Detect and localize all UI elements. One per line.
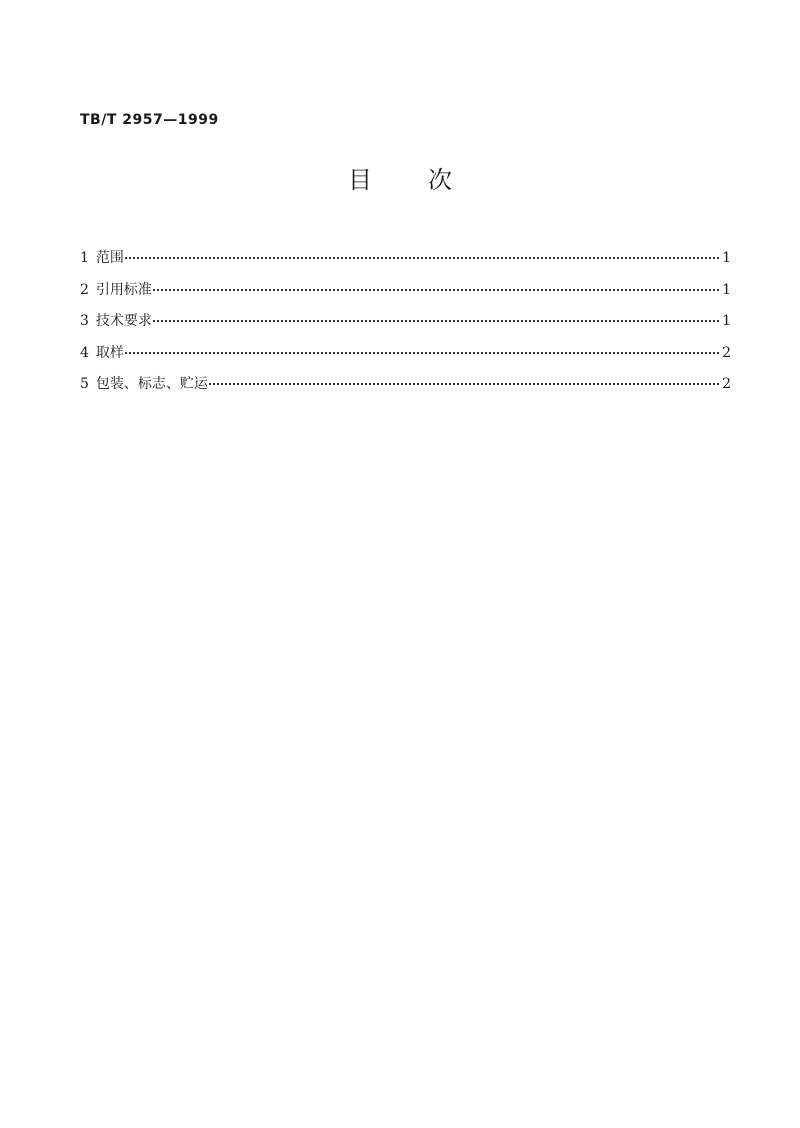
- toc-item-label: 范围: [95, 250, 124, 266]
- toc-item-number: 2: [80, 281, 89, 298]
- standard-code: TB/T 2957—1999: [80, 112, 219, 128]
- title-char-2: 次: [428, 166, 452, 194]
- toc-item-label: 引用标准: [95, 281, 152, 298]
- toc-item-page: 1: [722, 281, 731, 298]
- toc-item-technical-requirements[interactable]: [80, 311, 731, 343]
- page-title: [0, 160, 800, 195]
- dot-leader: [153, 319, 719, 322]
- toc-item-page: 1: [722, 313, 731, 329]
- toc-item-sampling[interactable]: [80, 343, 731, 375]
- title-char-1: 目: [348, 166, 372, 194]
- toc-item-label: 取样: [95, 344, 124, 361]
- toc-item-number: 3: [80, 313, 89, 329]
- toc-item-number: 4: [80, 344, 89, 361]
- toc-item-number: 5: [80, 376, 89, 392]
- dot-leader: [125, 256, 719, 259]
- toc-item-scope[interactable]: [80, 248, 731, 280]
- toc-item-packaging-marking-storage[interactable]: [80, 374, 731, 406]
- toc-item-label: 技术要求: [95, 313, 152, 329]
- table-of-contents: [80, 248, 731, 406]
- dot-leader: [125, 351, 719, 354]
- toc-item-page: 1: [722, 250, 731, 266]
- toc-item-number: 1: [80, 250, 89, 266]
- toc-item-label: 包装、标志、贮运: [95, 376, 208, 392]
- toc-item-page: 2: [722, 344, 731, 361]
- toc-item-normative-references[interactable]: [80, 280, 731, 312]
- dot-leader: [153, 288, 719, 291]
- dot-leader: [209, 382, 719, 385]
- toc-item-page: 2: [722, 376, 731, 392]
